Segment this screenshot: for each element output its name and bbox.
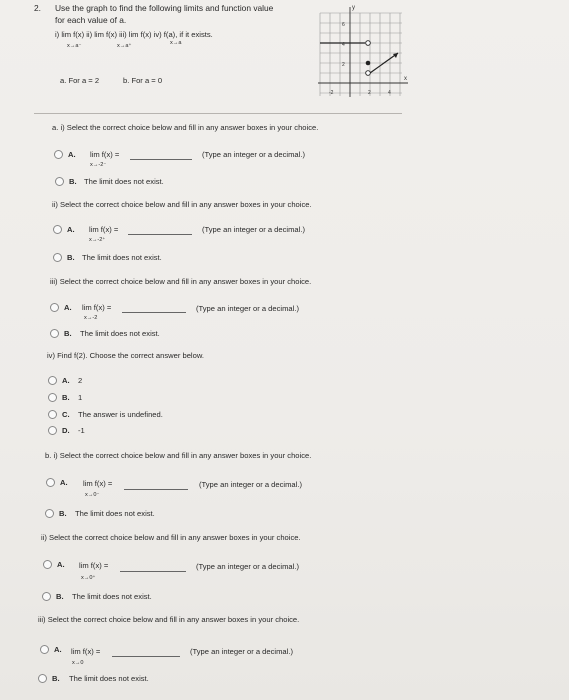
section-divider [34,113,402,114]
choice-a-letter: A. [54,645,62,654]
y-tick-4: 4 [342,42,345,48]
open-point-upper [366,41,371,46]
choice-b-letter: B. [56,592,64,601]
y-tick-2: 2 [342,62,345,68]
question-a-iv-prompt: iv) Find f(2). Choose the correct answer below. [47,351,205,360]
answer-hint: (Type an integer or a decimal.) [196,562,299,571]
radio-b-i-choice-a[interactable] [46,478,55,487]
option-letter: D. [62,426,70,435]
answer-hint: (Type an integer or a decimal.) [190,647,293,656]
choice-a-letter: A. [57,560,65,569]
open-point-lower [366,71,371,76]
choice-a-letter: A. [67,225,75,234]
limit-expression: lim f(x) = [79,561,109,570]
radio-b-ii-choice-a[interactable] [43,560,52,569]
limit-expression: lim f(x) = [82,303,112,312]
option-text: 2 [78,376,83,385]
option-text: The answer is undefined. [78,410,163,419]
radio-b-i-choice-b[interactable] [45,509,54,518]
limit-subscript: x→0⁻ [85,492,100,498]
x-tick-2: 2 [368,90,371,96]
y-tick-6: 6 [342,22,345,28]
part-b-label: b. For a = 0 [123,76,163,85]
radio-a-iii-choice-b[interactable] [50,329,59,338]
radio-a-ii-choice-b[interactable] [53,253,62,262]
radio-a-iv-option-d[interactable] [48,426,57,435]
answer-hint: (Type an integer or a decimal.) [199,480,302,489]
option-text: 1 [78,393,83,402]
radio-a-ii-choice-a[interactable] [53,225,62,234]
problem-statement-line1: Use the graph to find the following limits and function value [55,3,274,13]
question-a-iii-prompt: iii) Select the correct choice below and fill in any answer boxes in your choice. [50,277,312,286]
y-axis-label: y [352,5,355,11]
choice-b-letter: B. [59,509,67,518]
question-b-iii-prompt: iii) Select the correct choice below and fill in any answer boxes in your choice. [38,615,300,624]
limit-expression: lim f(x) = [83,479,113,488]
limit-subscript: x→-2⁻ [90,162,107,168]
choice-a-letter: A. [60,478,68,487]
radio-b-ii-choice-b[interactable] [42,592,51,601]
radio-b-iii-choice-a[interactable] [40,645,49,654]
limit-items-line: i) lim f(x) ii) lim f(x) iii) lim f(x) iv) f(a), if it exists. [55,30,213,39]
limit-subscript: x→-2 [84,315,98,321]
choice-a-letter: A. [64,303,72,312]
limit-subscript: x→0 [72,660,84,666]
question-b-ii-prompt: ii) Select the correct choice below and fill in any answer boxes in your choice. [41,533,301,542]
choice-b-text: The limit does not exist. [80,329,160,338]
problem-number: 2. [34,3,41,13]
radio-a-iv-option-b[interactable] [48,393,57,402]
answer-hint: (Type an integer or a decimal.) [196,304,299,313]
x-tick-4: 4 [388,90,391,96]
radio-a-iv-option-a[interactable] [48,376,57,385]
radio-a-iv-option-c[interactable] [48,410,57,419]
limit-expression: lim f(x) = [90,150,120,159]
answer-hint: (Type an integer or a decimal.) [202,150,305,159]
limit-expression: lim f(x) = [71,647,101,656]
choice-b-text: The limit does not exist. [69,674,149,683]
choice-b-text: The limit does not exist. [72,592,152,601]
radio-a-iii-choice-a[interactable] [50,303,59,312]
x-tick-neg2: -2 [329,90,334,96]
radio-b-iii-choice-b[interactable] [38,674,47,683]
choice-b-text: The limit does not exist. [75,509,155,518]
choice-a-letter: A. [68,150,76,159]
choice-b-letter: B. [52,674,60,683]
limit-expression: lim f(x) = [89,225,119,234]
answer-box-a-ii[interactable] [128,234,192,235]
answer-box-b-ii[interactable] [120,571,186,572]
choice-b-letter: B. [67,253,75,262]
radio-a-i-choice-b[interactable] [55,177,64,186]
part-a-label: a. For a = 2 [60,76,100,85]
option-letter: C. [62,410,70,419]
option-text: -1 [78,426,85,435]
function-graph [318,2,412,98]
answer-box-a-iii[interactable] [122,312,186,313]
option-letter: A. [62,376,70,385]
graph-axes [318,7,408,97]
left-limit-subscript: x→a⁻ [67,43,82,49]
closed-point [366,61,371,66]
x-axis-label: x [404,76,407,82]
choice-b-text: The limit does not exist. [84,177,164,186]
two-sided-limit-subscript: x→a [170,40,182,46]
choice-b-text: The limit does not exist. [82,253,162,262]
radio-a-i-choice-a[interactable] [54,150,63,159]
problem-statement-line2: for each value of a. [55,15,127,25]
question-b-i-prompt: b. i) Select the correct choice below and fill in any answer boxes in your choice. [45,451,312,460]
limit-subscript: x→0⁺ [81,575,96,581]
answer-box-b-iii[interactable] [112,656,180,657]
graph-grid [320,13,402,96]
question-a-i-prompt: a. i) Select the correct choice below and fill in any answer boxes in your choice. [52,123,319,132]
choice-b-letter: B. [64,329,72,338]
question-a-ii-prompt: ii) Select the correct choice below and fill in any answer boxes in your choice. [52,200,312,209]
choice-b-letter: B. [69,177,77,186]
answer-hint: (Type an integer or a decimal.) [202,225,305,234]
answer-box-b-i[interactable] [124,489,188,490]
limit-subscript: x→-2⁺ [89,237,106,243]
right-limit-subscript: x→a⁺ [117,43,132,49]
option-letter: B. [62,393,70,402]
answer-box-a-i[interactable] [130,159,192,160]
